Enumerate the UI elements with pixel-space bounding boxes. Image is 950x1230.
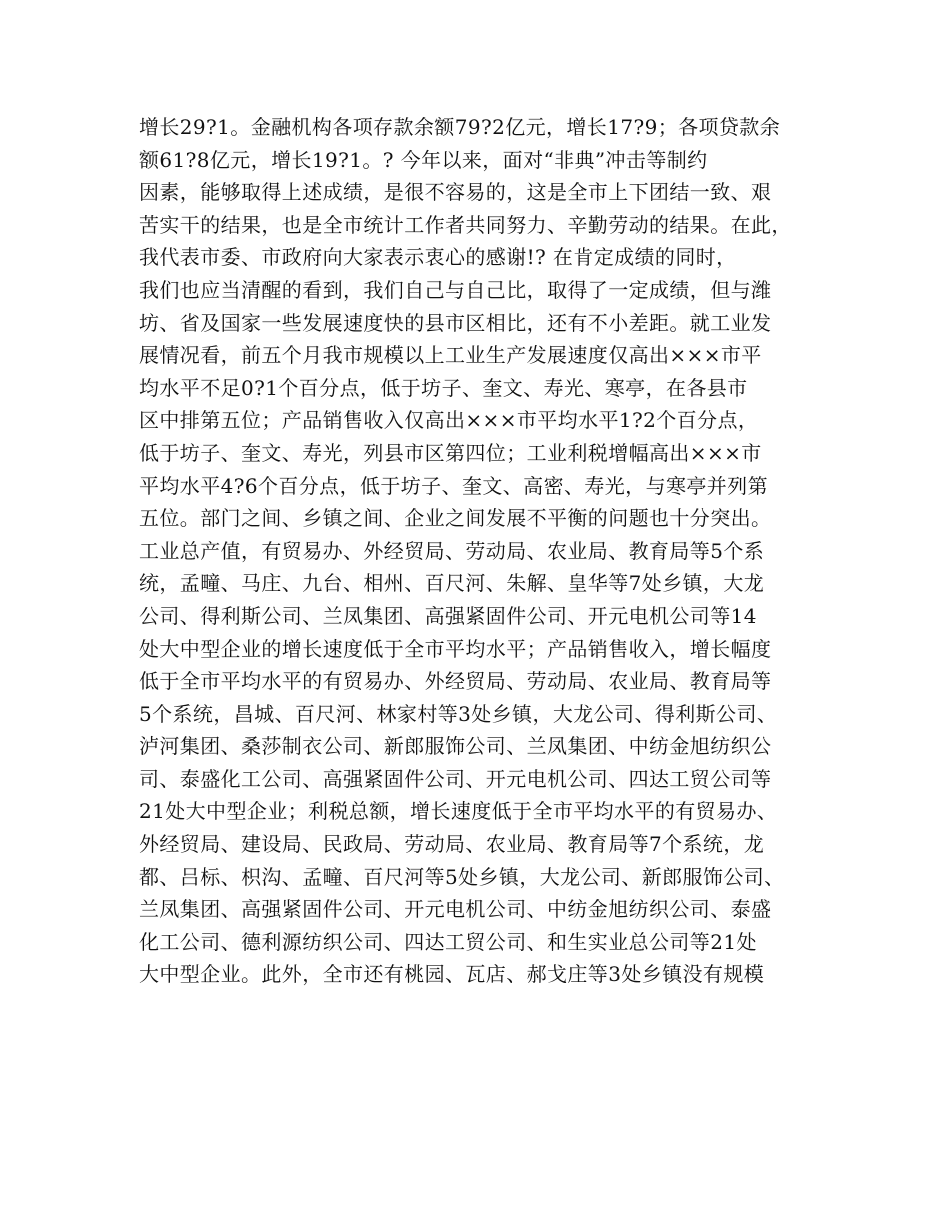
- text-line: 5个系统，昌城、百尺河、林家村等3处乡镇，大龙公司、得利斯公司、: [139, 701, 778, 726]
- text-line: 兰凤集团、高强紧固件公司、开元电机公司、中纺金旭纺织公司、泰盛: [139, 897, 772, 922]
- text-line: 因素，能够取得上述成绩，是很不容易的，这是全市上下团结一致、艰: [139, 180, 772, 205]
- text-line: 司、泰盛化工公司、高强紧固件公司、开元电机公司、四达工贸公司等: [139, 766, 772, 791]
- text-line: 额61?8亿元，增长19?1。? 今年以来，面对“非典”冲击等制约: [139, 147, 708, 172]
- text-line: 公司、得利斯公司、兰凤集团、高强紧固件公司、开元电机公司等14: [139, 603, 757, 628]
- text-line: 坊、省及国家一些发展速度快的县市区相比，还有不小差距。就工业发: [139, 310, 772, 335]
- text-line: 五位。部门之间、乡镇之间、企业之间发展不平衡的问题也十分突出。: [139, 506, 772, 531]
- text-line: 外经贸局、建设局、民政局、劳动局、农业局、教育局等7个系统，龙: [139, 832, 765, 857]
- text-line: 大中型企业。此外，全市还有桃园、瓦店、郝戈庄等3处乡镇没有规模: [139, 962, 765, 987]
- text-line: 我们也应当清醒的看到，我们自己与自己比，取得了一定成绩，但与潍: [139, 277, 772, 302]
- text-line: 平均水平4?6个百分点，低于坊子、奎文、高密、寿光，与寒亭并列第: [139, 473, 768, 498]
- text-line: 低于全市平均水平的有贸易办、外经贸局、劳动局、农业局、教育局等: [139, 669, 772, 694]
- text-line: 化工公司、德利源纺织公司、四达工贸公司、和生实业总公司等21处: [139, 929, 757, 954]
- text-line: 低于坊子、奎文、寿光，列县市区第四位；工业利税增幅高出×××市: [139, 440, 762, 465]
- text-line: 处大中型企业的增长速度低于全市平均水平；产品销售收入，增长幅度: [139, 636, 772, 661]
- text-line: 增长29?1。金融机构各项存款余额79?2亿元，增长17?9；各项贷款余: [139, 115, 781, 139]
- text-line: 展情况看，前五个月我市规模以上工业生产发展速度仅高出×××市平: [139, 343, 762, 368]
- body-text: [139, 111, 829, 991]
- text-line: 工业总产值，有贸易办、外经贸局、劳动局、农业局、教育局等5个系: [139, 538, 765, 563]
- text-line: 均水平不足0?1个百分点，低于坊子、奎文、寿光、寒亭，在各县市: [139, 375, 748, 400]
- text-line: 区中排第五位；产品销售收入仅高出×××市平均水平1?2个百分点，: [139, 408, 759, 433]
- text-line: 我代表市委、市政府向大家表示衷心的感谢!? 在肯定成绩的同时，: [139, 245, 737, 270]
- text-line: 统，孟疃、马庄、九台、相州、百尺河、朱解、皇华等7处乡镇，大龙: [139, 571, 765, 596]
- text-line: 21处大中型企业；利税总额，增长速度低于全市平均水平的有贸易办、: [139, 799, 778, 824]
- text-line: 苦实干的结果，也是全市统计工作者共同努力、辛勤劳动的结果。在此，: [139, 212, 792, 237]
- text-line: 泸河集团、桑莎制衣公司、新郎服饰公司、兰凤集团、中纺金旭纺织公: [139, 734, 772, 759]
- text-line: 都、吕标、枳沟、孟疃、百尺河等5处乡镇，大龙公司、新郎服饰公司、: [139, 864, 785, 889]
